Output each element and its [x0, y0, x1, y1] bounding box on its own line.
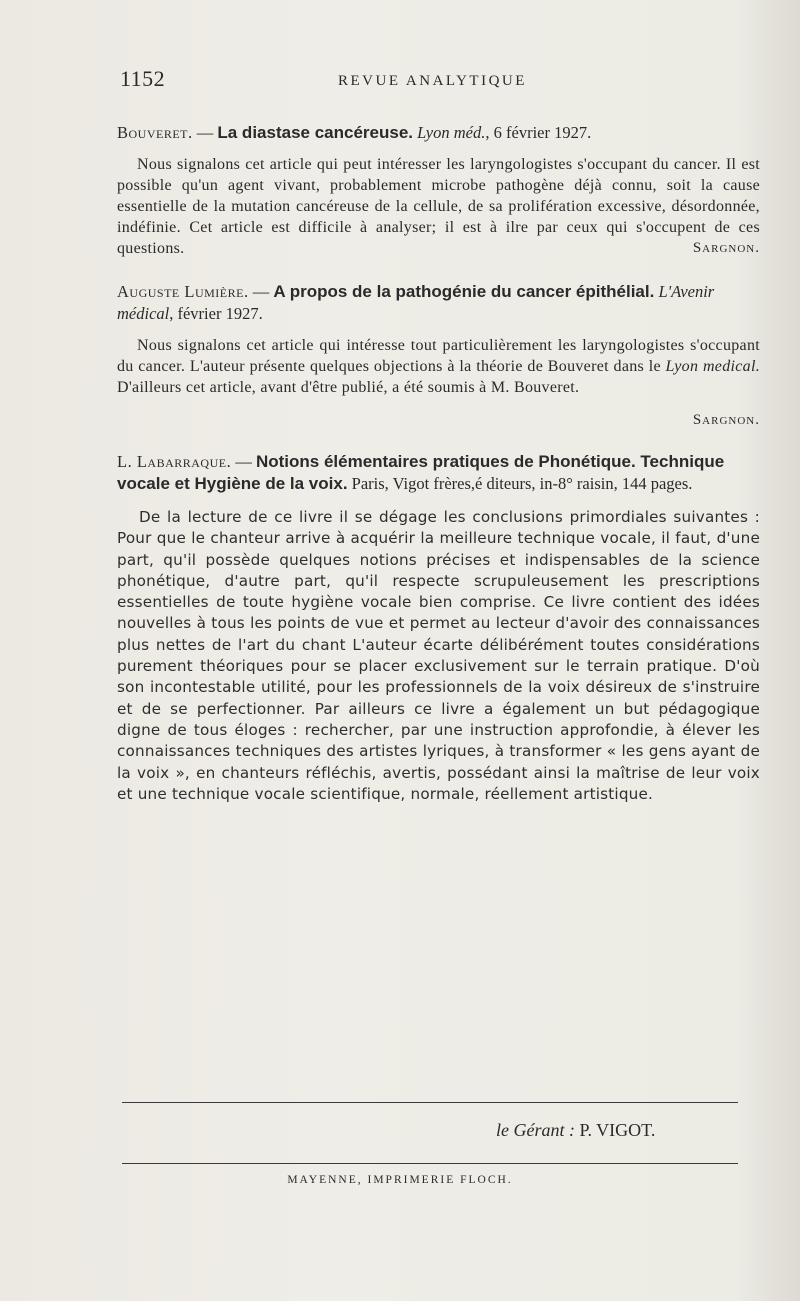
review-reference — [117, 122, 760, 144]
review-dash: — — [231, 452, 256, 471]
review-reference — [117, 281, 760, 325]
review-source-date: , février 1927. — [169, 304, 263, 323]
review-author: Bouveret. — [117, 123, 193, 142]
review-source: L'Avenir médical — [117, 282, 715, 323]
page-header — [120, 66, 760, 96]
footer-rule-top — [122, 1102, 738, 1103]
review-reference — [117, 451, 760, 495]
running-head: REVUE ANALYTIQUE — [338, 73, 527, 89]
review-body: Nous signalons cet article qui intéresse tout particulièrement les laryngologistes s'occupant du cancer. L'auteur présente quelques objections à la théorie de Bouveret dans le Lyon medical. D'ailleurs cet article, avant d'être publié, a été soumis à M. Bouveret. — [117, 337, 760, 396]
review-title: A propos de la pathogénie du cancer épithélial. — [273, 282, 655, 301]
review-labarraque — [117, 451, 760, 805]
printer-imprint: MAYENNE, IMPRIMERIE FLOCH. — [287, 1174, 513, 1186]
reviews-column — [117, 122, 760, 827]
journal-name: Lyon medical. — [665, 358, 760, 375]
review-author: L. Labarraque. — [117, 452, 232, 471]
review-signature: Sargnon. — [692, 412, 760, 428]
review-lumiere — [117, 281, 760, 429]
gerant-name: P. VIGOT. — [574, 1120, 656, 1140]
review-body: De la lecture de ce livre il se dégage les conclusions primordiales suivantes : Pour que le chanteur arrive à acquérir la meilleure technique vocale, il faut, d'une part, qu'il possède quelques notions précises et indispensables de la science phonétique, d'autre part, qu'il respecte scrupuleusement les prescriptions essentielles de toute hygiène vocale bien comprise. Ce livre contient des idées nouvelles à tous les points de vue et permet au lecteur d'avoir des connaissances plus nettes de l'art du chant L'auteur écarte délibérément toutes considérations purement théoriques pour se placer exclusivement sur le terrain pratique. D'où son incontestable utilité, pour les professionnels de la voix désireux de s'instruire et de se perfectionner. Par ailleurs ce livre a également un but pédagogique digne de tous éloges : rechercher, par une instruction approfondie, à élever les connaissances techniques des artistes lyriques, à transformer « les gens ayant de la voix », en chanteurs réfléchis, avertis, possédant ainsi la maîtrise de leur voix et une technique vocale scientifique, normale, réellement artistique. — [117, 508, 760, 803]
review-bouveret — [117, 122, 760, 259]
review-title: Notions élémentaires pratiques de Phonétique. Technique vocale et Hygiène de la voix. — [117, 452, 725, 493]
footer-rule-bottom — [122, 1163, 738, 1164]
gerant-label: le Gérant : — [496, 1120, 575, 1140]
review-source: Lyon méd. — [417, 123, 486, 142]
review-publisher: Paris, Vigot frères,é diteurs, in-8° raisin, 144 pages. — [347, 474, 693, 493]
gerant-line — [496, 1120, 655, 1141]
review-signature: Sargnon. — [692, 240, 760, 256]
review-dash: — — [248, 282, 274, 301]
review-title: La diastase cancéreuse. — [217, 123, 413, 142]
review-body: Nous signalons cet article qui peut intéresser les laryngologistes s'occupant du cancer. Il est possible qu'un agent vivant, probablement microbe pathogène déjà connu, soit la cause essentielle de la mutation cancéreuse de la cellule, de sa prolifération excessive, désordonnée, indéfinie. Cet article est difficile à analyser; il est à ilre par ceux qui s'occupent de ces questions. Sargnon. — [117, 156, 760, 257]
review-source-date: , 6 février 1927. — [485, 123, 592, 142]
review-author: Auguste Lumière. — [117, 282, 249, 301]
page-number: 1152 — [120, 66, 166, 91]
review-dash: — — [192, 123, 218, 142]
